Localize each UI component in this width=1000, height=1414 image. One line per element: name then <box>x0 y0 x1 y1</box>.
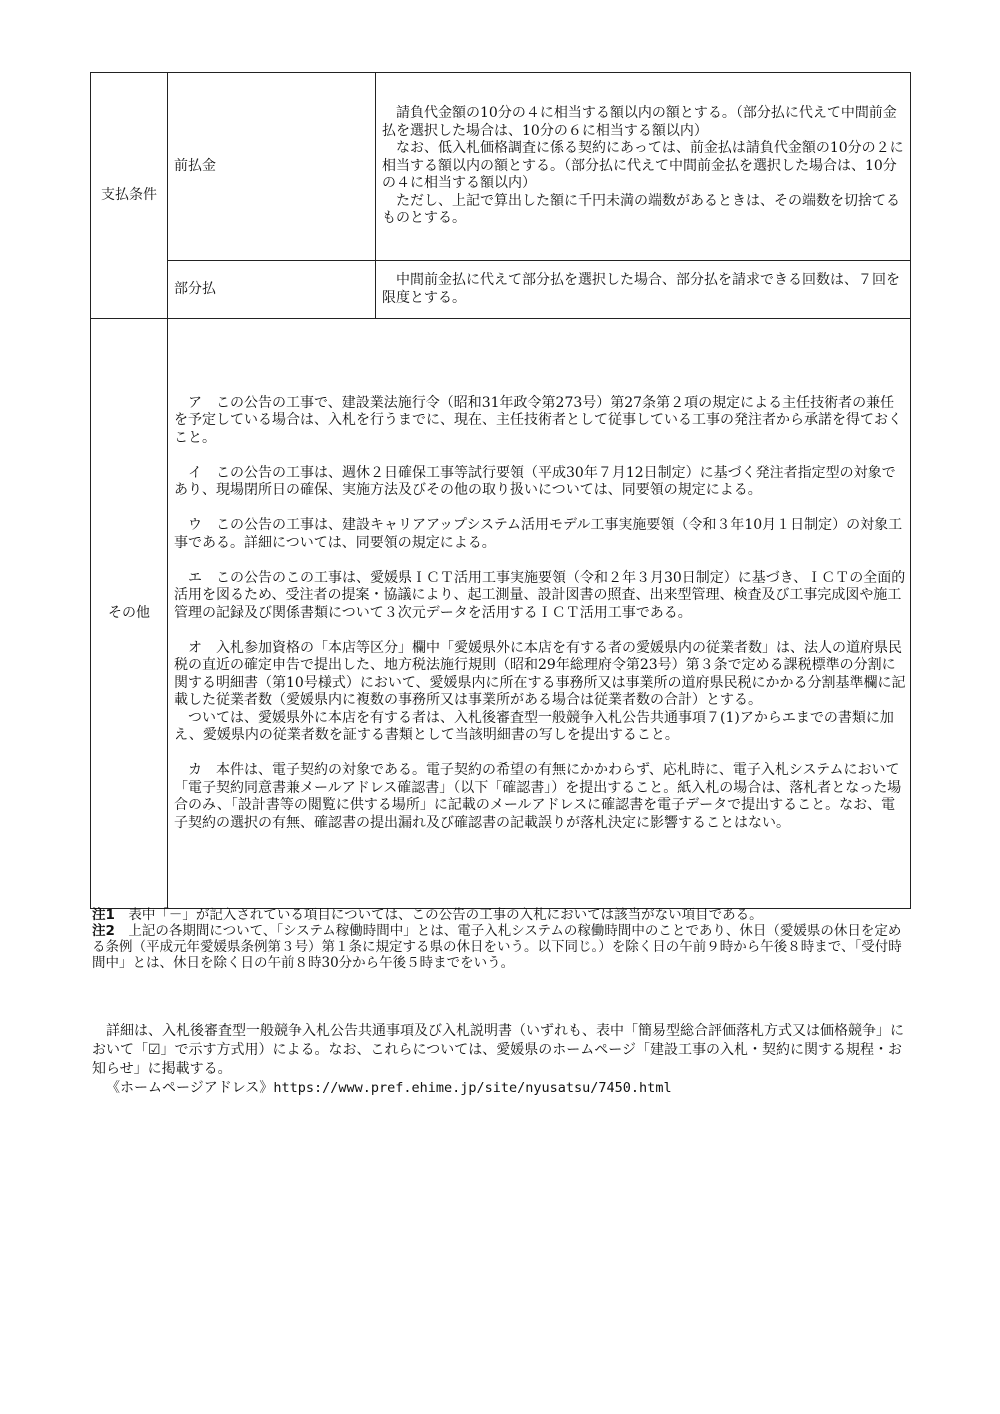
partial-payment-row <box>91 261 911 319</box>
other-item-a: ア この公告の工事で、建設業法施行令（昭和31年政令第273号）第27条第２項の規定による主任技術者の兼任を予定している場合は、入札を行うまでに、現在、主任技術者として従事している工事の発注者から承諾を得ておくこと。 <box>174 394 902 446</box>
other-item-e: エ この公告のこの工事は、愛媛県ＩＣＴ活用工事実施要領（令和２年３月30日制定）に基づき、ＩＣＴの全面的活用を図るため、受注者の提案・協議により、起工測量、設計図書の照査、出来型管理、検査及び工事完成図や施工管理の記録及び関係書類について３次元データを活用するＩＣＴ活用工事である。 <box>174 569 906 621</box>
other-label: その他 <box>91 319 168 909</box>
payment-conditions-label: 支払条件 <box>91 73 168 319</box>
spacer <box>174 552 906 570</box>
details-section <box>92 1022 912 1098</box>
spacer <box>174 500 906 518</box>
other-item-o-continued: ついては、愛媛県外に本店を有する者は、入札後審査型一般競争入札公告共通事項７(1)アからエまでの書類に加え、愛媛県内の従業者数を証する書類として当該明細書の写しを提出すること。 <box>174 709 894 744</box>
advance-payment-label: 前払金 <box>168 73 376 261</box>
note-2 <box>92 923 912 971</box>
advance-paragraph-1: 請負代金額の10分の４に相当する額以内の額とする。（部分払に代えて中間前金払を選択した場合は、10分の６に相当する額以内） <box>382 105 897 139</box>
other-content <box>168 319 911 909</box>
other-row <box>91 319 911 909</box>
homepage-address-label: 《ホームページアドレス》 <box>106 1080 274 1096</box>
spacer <box>174 622 906 640</box>
partial-payment-label: 部分払 <box>168 261 376 319</box>
advance-payment-content <box>376 73 911 261</box>
other-item-i: イ この公告の工事は、週休２日確保工事等試行要領（平成30年７月12日制定）に基づく発注者指定型の対象であり、現場閉所日の確保、実施方法及びその他の取り扱いについては、同要領の規定による。 <box>174 464 896 499</box>
conditions-table <box>90 72 911 909</box>
other-item-u: ウ この公告の工事は、建設キャリアアップシステム活用モデル工事実施要領（令和３年10月１日制定）の対象工事である。詳細については、同要領の規定による。 <box>174 517 903 551</box>
other-item-o: オ 入札参加資格の「本店等区分」欄中「愛媛県外に本店を有する者の愛媛県内の従業者数」は、法人の道府県民税の直近の確定申告で提出した、地方税法施行規則（昭和29年総理府令第23号）第３条で定める課税標準の分割に関する明細書（第10号様式）において、愛媛県内に所在する事務所又は事業所の道府県民税にかかる分割基準欄に記載した従業者数（愛媛県内に複数の事務所又は事業所がある場合は従業者数の合計）とする。 <box>174 639 906 709</box>
other-item-ka: カ 本件は、電子契約の対象である。電子契約の希望の有無にかかわらず、応札時に、電子入札システムにおいて「電子契約同意書兼メールアドレス確認書」（以下「確認書」）を提出すること。紙入札の場合は、落札者となった場合のみ、「設計書等の閲覧に供する場所」に記載のメールアドレスに確認書を電子データで提出すること。なお、電子契約の選択の有無、確認書の提出漏れ及び確認書の記載誤りが落札決定に影響することはない。 <box>174 762 902 831</box>
partial-payment-content <box>376 261 911 319</box>
spacer <box>174 447 906 465</box>
advance-payment-row <box>91 73 911 261</box>
note-2-text: 上記の各期間について、「システム稼働時間中」とは、電子入札システムの稼働時間中のことであり、休日（愛媛県の休日を定める条例（平成元年愛媛県条例第３号）第１条に規定する県の休日をいう。以下同じ。）を除く日の午前９時から午後８時まで、「受付時間中」とは、休日を除く日の午前８時30分から午後５時までをいう。 <box>92 923 902 971</box>
note-1-label: 注1 <box>92 907 115 923</box>
homepage-url-link[interactable]: https://www.pref.ehime.jp/site/nyusatsu/7450.html <box>273 1080 672 1096</box>
note-1-text: 表中「－」が記入されている項目については、この公告の工事の入札においては該当がない項目である。 <box>128 907 763 923</box>
advance-paragraph-3: ただし、上記で算出した額に千円未満の端数があるときは、その端数を切捨てるものとする。 <box>382 192 900 227</box>
note-1 <box>92 907 912 923</box>
notes-section <box>92 907 912 971</box>
spacer <box>174 745 906 763</box>
advance-paragraph-2: なお、低入札価格調査に係る契約にあっては、前金払は請負代金額の10分の２に相当する額以内の額とする。（部分払に代えて中間前金払を選択した場合は、10分の４に相当する額以内） <box>382 140 904 192</box>
homepage-address-line <box>92 1079 912 1098</box>
details-paragraph: 詳細は、入札後審査型一般競争入札公告共通事項及び入札説明書（いずれも、表中「簡易型総合評価落札方式又は価格競争」において「☑」で示す方式用）による。なお、これらについては、愛媛県のホームページ「建設工事の入札・契約に関する規程・お知らせ」に掲載する。 <box>92 1023 904 1077</box>
note-2-label: 注2 <box>92 923 115 939</box>
partial-paragraph-1: 中間前金払に代えて部分払を選択した場合、部分払を請求できる回数は、７回を限度とする。 <box>382 272 900 306</box>
